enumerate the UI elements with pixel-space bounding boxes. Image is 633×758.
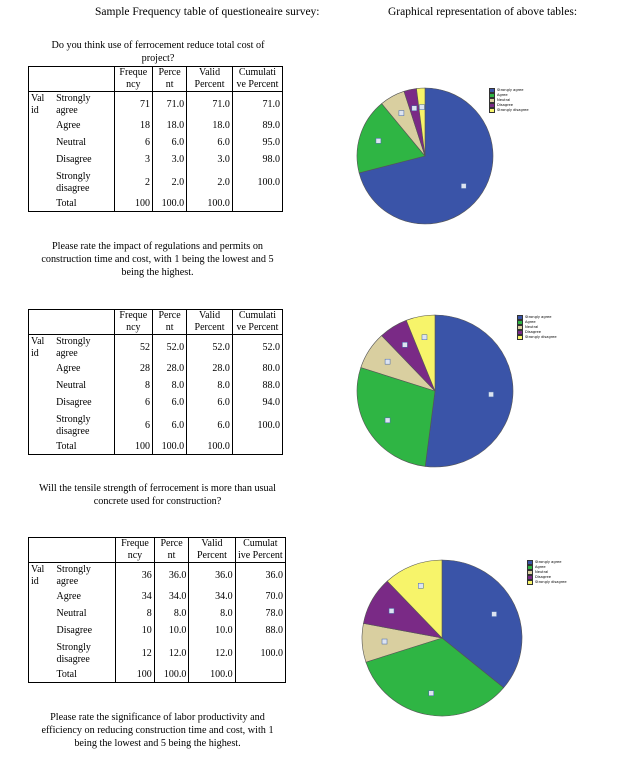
valid-label: Val id <box>31 335 45 359</box>
legend-1 <box>489 88 529 113</box>
question-2: Please rate the impact of regulations and permits on construction time and cost, with 1 being the lowest and 5 being the highest. <box>41 241 274 278</box>
cell-cumulative-percent <box>235 668 285 683</box>
legend-label: Strongly disagree <box>525 335 557 340</box>
table-row <box>29 135 283 152</box>
cell-percent: 12.0 <box>154 640 189 668</box>
row-label: Strongly disagree <box>56 170 91 194</box>
cell-percent: 71.0 <box>152 92 186 118</box>
cell-cumulative-percent <box>232 197 282 212</box>
question-1: Do you think use of ferrocement reduce total cost of project? <box>51 40 265 64</box>
table-header-row <box>29 67 283 92</box>
cell-valid-percent: 8.0 <box>189 606 235 623</box>
frequency-table-3 <box>28 537 286 683</box>
row-label: Disagree <box>56 397 92 408</box>
table-row <box>29 361 283 378</box>
row-label: Strongly agree <box>56 92 91 116</box>
cell-percent: 6.0 <box>152 135 186 152</box>
cell-percent: 10.0 <box>154 623 189 640</box>
row-label: Total <box>56 668 77 680</box>
legend-label: Strongly agree <box>525 315 552 320</box>
cell-cumulative-percent: 100.0 <box>232 412 282 440</box>
table-row <box>29 412 283 440</box>
legend-item <box>517 335 557 340</box>
row-label: Agree <box>56 363 81 374</box>
cell-frequency: 8 <box>114 378 152 395</box>
slice-label-box <box>422 335 427 340</box>
cell-frequency: 28 <box>114 361 152 378</box>
table-header-row <box>29 310 283 335</box>
legend-swatch <box>517 335 523 340</box>
header-cumulative-percent: Cumulati ve Percent <box>232 67 282 92</box>
cell-valid-percent: 18.0 <box>187 118 233 135</box>
slice-label-box <box>376 138 381 143</box>
frequency-table-1 <box>28 66 283 212</box>
cell-valid-percent: 2.0 <box>187 169 233 197</box>
table-row <box>29 589 286 606</box>
slice-label-box <box>382 639 387 644</box>
legend-2 <box>517 315 557 340</box>
cell-valid-percent: 28.0 <box>187 361 233 378</box>
legend-label: Disagree <box>535 575 551 580</box>
table-row <box>29 640 286 668</box>
legend-label: Agree <box>535 565 546 570</box>
row-label: Strongly disagree <box>56 413 91 437</box>
cell-frequency: 6 <box>114 412 152 440</box>
cell-percent: 6.0 <box>152 412 186 440</box>
slice-label-box <box>461 184 466 189</box>
legend-item <box>527 580 567 585</box>
row-label: Total <box>56 197 77 209</box>
header-valid-percent: Valid Percent <box>189 538 235 563</box>
cell-valid-percent: 52.0 <box>187 335 233 361</box>
table-row <box>29 169 283 197</box>
cell-cumulative-percent: 89.0 <box>232 118 282 135</box>
row-label: Neutral <box>56 380 87 391</box>
row-label: Strongly agree <box>56 335 91 359</box>
cell-percent: 6.0 <box>152 395 186 412</box>
cell-frequency: 36 <box>116 563 155 589</box>
cell-frequency: 52 <box>114 335 152 361</box>
table-row <box>29 378 283 395</box>
row-label: Total <box>56 440 77 452</box>
legend-label: Strongly disagree <box>535 580 567 585</box>
cell-cumulative-percent: 52.0 <box>232 335 282 361</box>
cell-frequency: 10 <box>116 623 155 640</box>
row-label: Neutral <box>56 608 87 619</box>
cell-percent: 100.0 <box>152 197 186 212</box>
cell-percent: 34.0 <box>154 589 189 606</box>
cell-cumulative-percent: 36.0 <box>235 563 285 589</box>
slice-label-box <box>412 106 417 111</box>
cell-cumulative-percent: 70.0 <box>235 589 285 606</box>
cell-frequency: 3 <box>114 152 152 169</box>
cell-valid-percent: 6.0 <box>187 412 233 440</box>
cell-valid-percent: 34.0 <box>189 589 235 606</box>
header-frequency: Freque ncy <box>116 538 155 563</box>
table-row <box>29 395 283 412</box>
row-label: Disagree <box>56 154 92 165</box>
table-row <box>29 563 286 589</box>
legend-label: Agree <box>525 320 536 325</box>
cell-cumulative-percent: 88.0 <box>235 623 285 640</box>
cell-valid-percent: 12.0 <box>189 640 235 668</box>
legend-3 <box>527 560 567 585</box>
cell-frequency: 100 <box>116 668 155 683</box>
cell-percent: 2.0 <box>152 169 186 197</box>
cell-frequency: 100 <box>114 197 152 212</box>
valid-label: Val id <box>31 92 45 116</box>
cell-valid-percent: 100.0 <box>189 668 235 683</box>
legend-label: Neutral <box>525 325 539 330</box>
cell-frequency: 2 <box>114 169 152 197</box>
legend-label: Disagree <box>497 103 513 108</box>
table-row <box>29 623 286 640</box>
legend-label: Neutral <box>535 570 549 575</box>
header-cumulative-percent: Cumulati ve Percent <box>232 310 282 335</box>
row-label: Strongly agree <box>56 563 91 587</box>
cell-percent: 52.0 <box>152 335 186 361</box>
header-percent: Perce nt <box>154 538 189 563</box>
cell-cumulative-percent <box>232 440 282 455</box>
legend-label: Disagree <box>525 330 541 335</box>
header-frequency: Freque ncy <box>114 67 152 92</box>
legend-label: Strongly agree <box>535 560 562 565</box>
cell-frequency: 18 <box>114 118 152 135</box>
table-row <box>29 92 283 118</box>
slice-label-box <box>402 342 407 347</box>
cell-frequency: 100 <box>114 440 152 455</box>
left-title: Sample Frequency table of questioneaire survey: <box>95 6 320 18</box>
cell-percent: 36.0 <box>154 563 189 589</box>
cell-percent: 100.0 <box>154 668 189 683</box>
cell-percent: 8.0 <box>154 606 189 623</box>
cell-valid-percent: 36.0 <box>189 563 235 589</box>
slice-label-box <box>492 612 497 617</box>
cell-percent: 3.0 <box>152 152 186 169</box>
table-row <box>29 118 283 135</box>
table-row-total <box>29 197 283 212</box>
table-row <box>29 606 286 623</box>
footer-note: Please rate the significance of labor productivity and efficiency on reducing construction time and cost, with 1 being the lowest and 5 being the highest. <box>41 712 274 749</box>
slice-label-box <box>418 583 423 588</box>
row-label: Agree <box>56 120 81 131</box>
slice-label-box <box>385 359 390 364</box>
table-row <box>29 152 283 169</box>
row-label: Agree <box>56 591 81 602</box>
cell-frequency: 6 <box>114 395 152 412</box>
cell-valid-percent: 10.0 <box>189 623 235 640</box>
cell-cumulative-percent: 94.0 <box>232 395 282 412</box>
table-row-total <box>29 668 286 683</box>
slice-label-box <box>429 691 434 696</box>
header-percent: Perce nt <box>152 67 186 92</box>
slice-label-box <box>389 608 394 613</box>
legend-label: Neutral <box>497 98 511 103</box>
cell-cumulative-percent: 100.0 <box>235 640 285 668</box>
cell-valid-percent: 71.0 <box>187 92 233 118</box>
cell-frequency: 12 <box>116 640 155 668</box>
header-valid-percent: Valid Percent <box>187 310 233 335</box>
slice-label-box <box>419 105 424 110</box>
row-label: Strongly disagree <box>56 641 91 665</box>
cell-cumulative-percent: 78.0 <box>235 606 285 623</box>
cell-valid-percent: 3.0 <box>187 152 233 169</box>
slice-strongly-agree <box>425 315 513 467</box>
row-label: Neutral <box>56 137 87 148</box>
cell-cumulative-percent: 100.0 <box>232 169 282 197</box>
frequency-table-2 <box>28 309 283 455</box>
cell-percent: 8.0 <box>152 378 186 395</box>
table-row <box>29 335 283 361</box>
cell-valid-percent: 100.0 <box>187 197 233 212</box>
cell-cumulative-percent: 95.0 <box>232 135 282 152</box>
cell-cumulative-percent: 88.0 <box>232 378 282 395</box>
cell-valid-percent: 8.0 <box>187 378 233 395</box>
pie-chart-3 <box>360 558 524 718</box>
cell-cumulative-percent: 71.0 <box>232 92 282 118</box>
cell-valid-percent: 6.0 <box>187 395 233 412</box>
pie-chart-1 <box>355 86 495 226</box>
header-frequency: Freque ncy <box>114 310 152 335</box>
legend-label: Agree <box>497 93 508 98</box>
pie-chart-2 <box>355 313 515 469</box>
cell-valid-percent: 100.0 <box>187 440 233 455</box>
table-header-row <box>29 538 286 563</box>
slice-label-box <box>489 392 494 397</box>
cell-cumulative-percent: 80.0 <box>232 361 282 378</box>
legend-item <box>489 108 529 113</box>
valid-label: Val id <box>31 563 45 587</box>
header-cumulative-percent: Cumulat ive Percent <box>235 538 285 563</box>
cell-percent: 28.0 <box>152 361 186 378</box>
cell-percent: 100.0 <box>152 440 186 455</box>
right-title: Graphical representation of above tables: <box>388 6 578 18</box>
cell-frequency: 6 <box>114 135 152 152</box>
cell-frequency: 71 <box>114 92 152 118</box>
header-valid-percent: Valid Percent <box>187 67 233 92</box>
slice-label-box <box>399 111 404 116</box>
question-3: Will the tensile strength of ferrocement is more than usual concrete used for construction? <box>39 483 276 507</box>
cell-valid-percent: 6.0 <box>187 135 233 152</box>
cell-frequency: 8 <box>116 606 155 623</box>
legend-swatch <box>527 580 533 585</box>
legend-swatch <box>489 108 495 113</box>
cell-frequency: 34 <box>116 589 155 606</box>
cell-cumulative-percent: 98.0 <box>232 152 282 169</box>
cell-percent: 18.0 <box>152 118 186 135</box>
legend-label: Strongly disagree <box>497 108 529 113</box>
table-row-total <box>29 440 283 455</box>
header-percent: Perce nt <box>152 310 186 335</box>
slice-label-box <box>385 418 390 423</box>
row-label: Disagree <box>56 625 93 636</box>
legend-label: Strongly agree <box>497 88 524 93</box>
